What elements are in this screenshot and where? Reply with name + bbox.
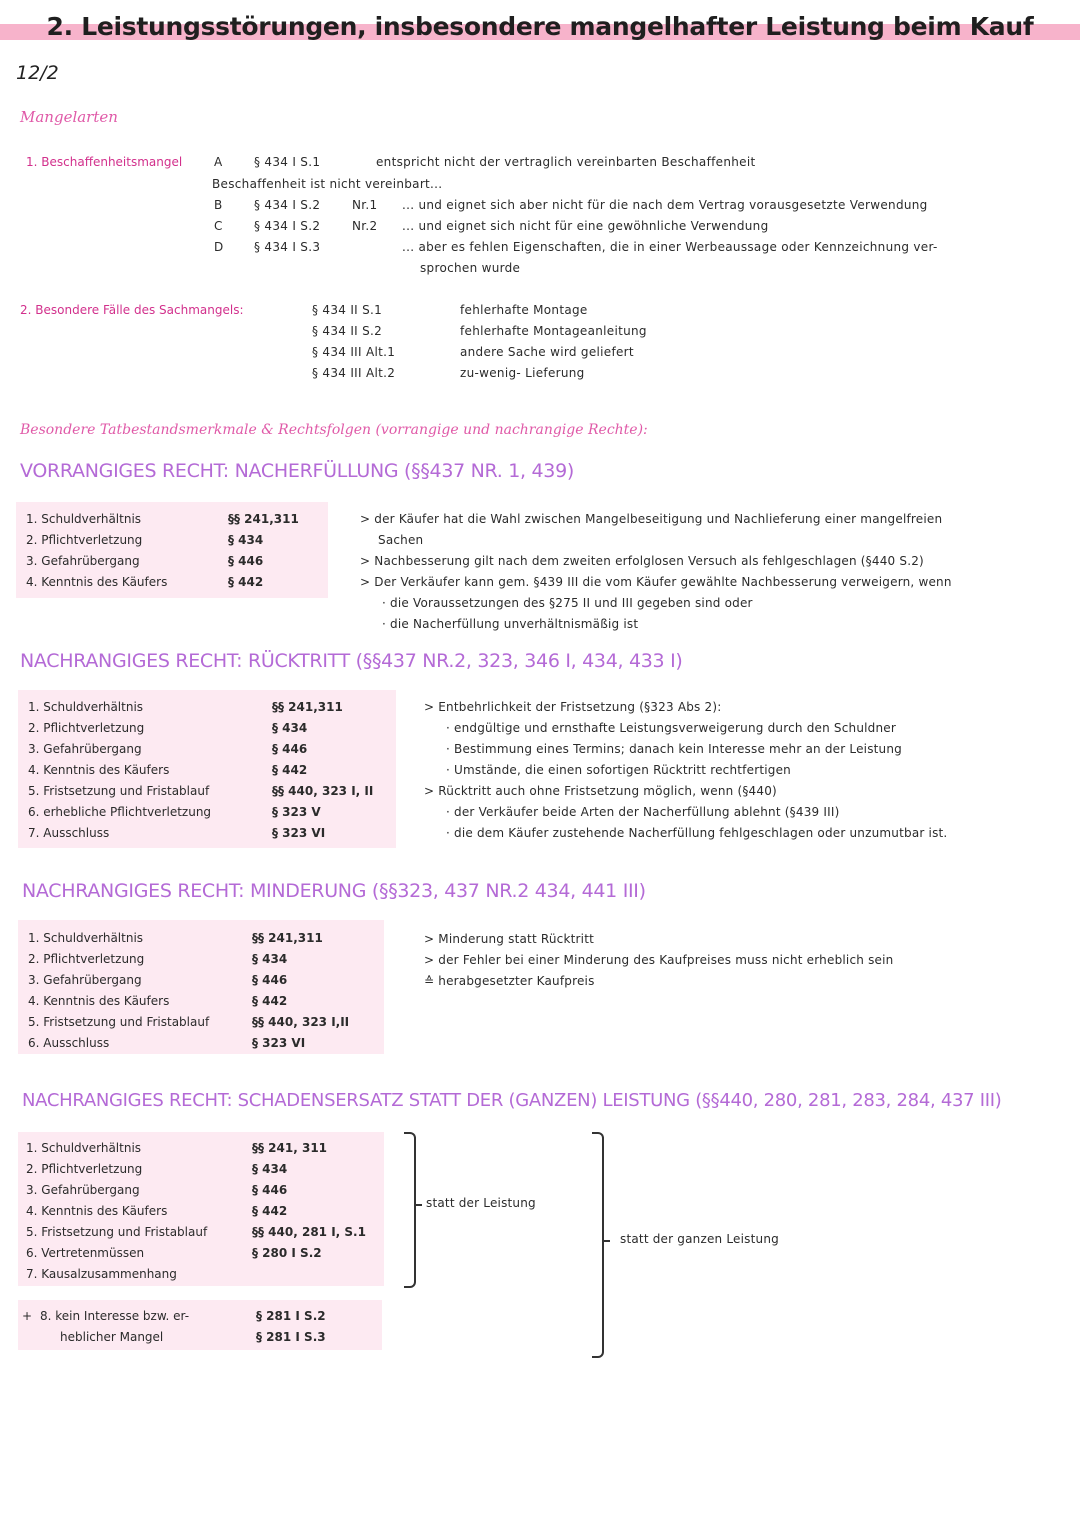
checklist-ref: § 281 I S.2 <box>256 1309 326 1323</box>
checklist-ref: § 446 <box>272 742 308 756</box>
checklist-item: 5. Fristsetzung und Fristablauf <box>28 784 210 798</box>
checklist-ref: §§ 440, 323 I,II <box>252 1015 350 1029</box>
checklist-schadensersatz-extra <box>18 1300 382 1350</box>
checklist-item: 1. Schuldverhältnis <box>26 512 142 526</box>
checklist-item: heblicher Mangel <box>60 1330 164 1344</box>
checklist-item: 2. Pflichtverletzung <box>28 721 145 735</box>
checklist-ref: §§ 440, 281 I, S.1 <box>252 1225 366 1239</box>
brace-statt-leistung <box>404 1132 416 1288</box>
page-title: 2. Leistungsstörungen, insbesondere mangelhafter Leistung beim Kauf <box>46 12 1034 41</box>
note: Sachen <box>378 533 424 547</box>
row-c: C § 434 I S.2 Nr.2 ... und eignet sich nicht für eine gewöhnliche Verwendung <box>214 219 769 233</box>
checklist-ref: § 446 <box>252 1183 288 1197</box>
row-a: A § 434 I S.1 entspricht nicht der vertraglich vereinbarten Beschaffenheit <box>214 155 756 169</box>
checklist-item: 5. Fristsetzung und Fristablauf <box>28 1015 210 1029</box>
section-heading-nacherfuellung: VORRANGIGES RECHT: NACHERFÜLLUNG (§§437 NR. 1, 439) <box>20 460 574 482</box>
besondere-row: § 434 II S.2 fehlerhafte Montageanleitung <box>312 324 647 338</box>
row-info: Beschaffenheit ist nicht vereinbart... <box>212 177 443 191</box>
checklist-ref: §§ 440, 323 I, II <box>272 784 374 798</box>
note: > Minderung statt Rücktritt <box>424 932 595 946</box>
checklist-item: 6. Vertretenmüssen <box>26 1246 145 1260</box>
note: > Rücktritt auch ohne Fristsetzung möglich, wenn (§440) <box>424 784 777 798</box>
brace-label-statt-ganzen-leistung: statt der ganzen Leistung <box>620 1232 779 1246</box>
checklist-schadensersatz <box>18 1132 384 1286</box>
checklist-ref: §§ 241, 311 <box>252 1141 328 1155</box>
checklist-ref: § 446 <box>228 554 264 568</box>
checklist-item: 1. Schuldverhältnis <box>26 1141 142 1155</box>
checklist-minderung <box>18 920 384 1054</box>
checklist-ref: § 446 <box>252 973 288 987</box>
checklist-item: 5. Fristsetzung und Fristablauf <box>26 1225 208 1239</box>
checklist-item: 3. Gefahrübergang <box>26 554 140 568</box>
row-d-cont: sprochen wurde <box>420 261 521 275</box>
brace-tip <box>602 1240 610 1242</box>
checklist-ref: §§ 241,311 <box>272 700 343 714</box>
note: · Bestimmung eines Termins; danach kein Interesse mehr an der Leistung <box>446 742 902 756</box>
checklist-item: 7. Kausalzusammenhang <box>26 1267 177 1281</box>
checklist-ref: § 434 <box>252 952 288 966</box>
checklist-item: 3. Gefahrübergang <box>26 1183 140 1197</box>
besondere-row: § 434 III Alt.1 andere Sache wird geliefert <box>312 345 634 359</box>
brace-label-statt-leistung: statt der Leistung <box>426 1196 536 1210</box>
checklist-ref: § 442 <box>252 994 288 1008</box>
besondere-faelle-label: 2. Besondere Fälle des Sachmangels: <box>20 303 244 317</box>
brace-tip <box>414 1204 422 1206</box>
checklist-item: 2. Pflichtverletzung <box>26 533 143 547</box>
note: · die Voraussetzungen des §275 II und III gegeben sind oder <box>382 596 753 610</box>
checklist-ref: § 442 <box>272 763 308 777</box>
note: > Der Verkäufer kann gem. §439 III die vom Käufer gewählte Nachbesserung verweigern, wenn <box>360 575 952 589</box>
checklist-ref: §§ 241,311 <box>228 512 299 526</box>
note: > der Käufer hat die Wahl zwischen Mangelbeseitigung und Nachlieferung einer mangelfreien <box>360 512 943 526</box>
checklist-ruecktritt <box>18 690 396 848</box>
brace-statt-ganzen-leistung <box>592 1132 604 1358</box>
checklist-ref: § 323 VI <box>272 826 326 840</box>
note: · die dem Käufer zustehende Nacherfüllung fehlgeschlagen oder unzumutbar ist. <box>446 826 948 840</box>
mangelarten-heading: Mangelarten <box>20 108 118 126</box>
checklist-ref: § 280 I S.2 <box>252 1246 322 1260</box>
checklist-item: 4. Kenntnis des Käufers <box>28 763 170 777</box>
checklist-ref: § 434 <box>252 1162 288 1176</box>
checklist-item: 4. Kenntnis des Käufers <box>28 994 170 1008</box>
checklist-item: 4. Kenntnis des Käufers <box>26 575 168 589</box>
subheading: Besondere Tatbestandsmerkmale & Rechtsfolgen (vorrangige und nachrangige Rechte): <box>20 422 648 438</box>
checklist-ref: § 434 <box>272 721 308 735</box>
plus-marker: + <box>22 1309 33 1323</box>
date: 12/2 <box>16 62 59 84</box>
checklist-ref: § 434 <box>228 533 264 547</box>
checklist-ref: § 281 I S.3 <box>256 1330 326 1344</box>
checklist-item: 3. Gefahrübergang <box>28 973 142 987</box>
note: · die Nacherfüllung unverhältnismäßig ist <box>382 617 639 631</box>
note: > der Fehler bei einer Minderung des Kaufpreises muss nicht erheblich sein <box>424 953 894 967</box>
checklist-item: 2. Pflichtverletzung <box>26 1162 143 1176</box>
checklist-ref: § 442 <box>228 575 264 589</box>
checklist-nacherfuellung <box>16 502 328 598</box>
note: · der Verkäufer beide Arten der Nacherfüllung ablehnt (§439 III) <box>446 805 840 819</box>
checklist-ref: § 323 VI <box>252 1036 306 1050</box>
checklist-item: 6. Ausschluss <box>28 1036 110 1050</box>
checklist-item: 4. Kenntnis des Käufers <box>26 1204 168 1218</box>
note: > Entbehrlichkeit der Fristsetzung (§323 Abs 2): <box>424 700 722 714</box>
checklist-ref: § 442 <box>252 1204 288 1218</box>
checklist-ref: §§ 241,311 <box>252 931 323 945</box>
checklist-item: 7. Ausschluss <box>28 826 110 840</box>
section-heading-ruecktritt: NACHRANGIGES RECHT: RÜCKTRITT (§§437 NR.2, 323, 346 I, 434, 433 I) <box>20 650 683 672</box>
besondere-row: § 434 III Alt.2 zu-wenig- Lieferung <box>312 366 585 380</box>
note: · endgültige und ernsthafte Leistungsverweigerung durch den Schuldner <box>446 721 897 735</box>
row-d: D § 434 I S.3 ... aber es fehlen Eigenschaften, die in einer Werbeaussage oder Kennzeichnung ver- <box>214 240 938 254</box>
checklist-item: 2. Pflichtverletzung <box>28 952 145 966</box>
note: · Umstände, die einen sofortigen Rücktritt rechtfertigen <box>446 763 791 777</box>
row-b: B § 434 I S.2 Nr.1 ... und eignet sich aber nicht für die nach dem Vertrag vorausgesetzte Verwendung <box>214 198 928 212</box>
checklist-item: 1. Schuldverhältnis <box>28 700 144 714</box>
besondere-row: § 434 II S.1 fehlerhafte Montage <box>312 303 588 317</box>
note: ≙ herabgesetzter Kaufpreis <box>424 974 595 988</box>
section-heading-minderung: NACHRANGIGES RECHT: MINDERUNG (§§323, 437 NR.2 434, 441 III) <box>22 880 646 902</box>
section-heading-schadensersatz: NACHRANGIGES RECHT: SCHADENSERSATZ STATT DER (GANZEN) LEISTUNG (§§440, 280, 281, 283, 284, 437 III) <box>22 1090 1002 1111</box>
checklist-ref: § 323 V <box>272 805 321 819</box>
beschaffenheitsmangel-label: 1. Beschaffenheitsmangel <box>26 155 183 169</box>
checklist-item: 1. Schuldverhältnis <box>28 931 144 945</box>
note: > Nachbesserung gilt nach dem zweiten erfolglosen Versuch als fehlgeschlagen (§440 S.2) <box>360 554 924 568</box>
checklist-item: 6. erhebliche Pflichtverletzung <box>28 805 212 819</box>
checklist-item: 8. kein Interesse bzw. er- <box>40 1309 190 1323</box>
checklist-item: 3. Gefahrübergang <box>28 742 142 756</box>
